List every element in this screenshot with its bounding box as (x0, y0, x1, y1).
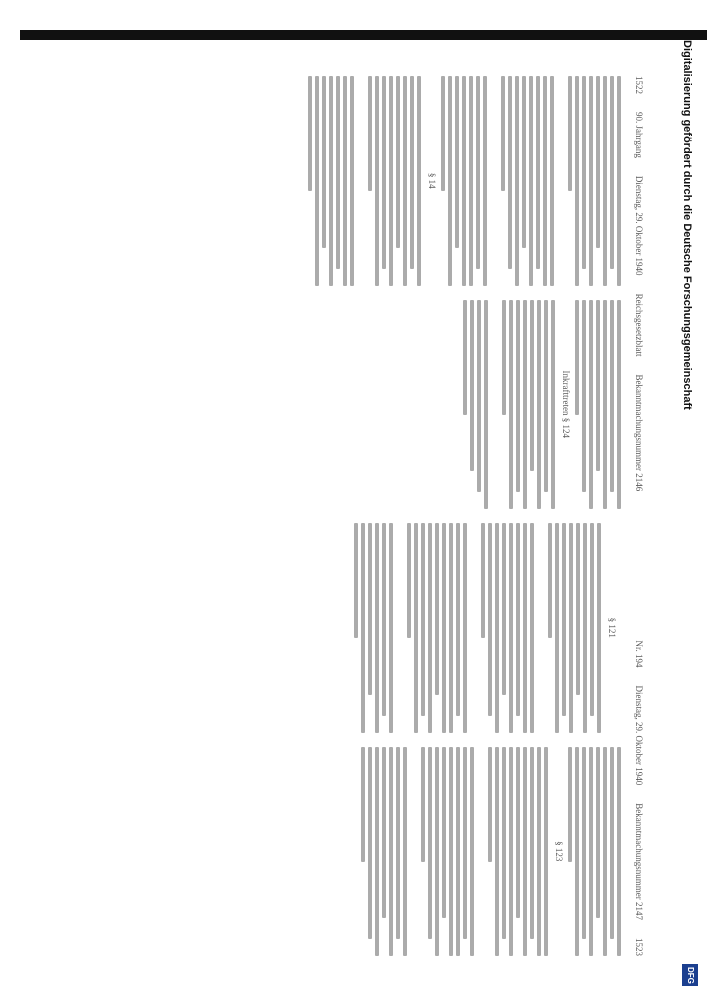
header-announcement-left: Bekanntmachungsnummer 2146 (634, 374, 644, 492)
page-number-right: 1523 (634, 938, 644, 956)
page-number-left: 1522 (634, 76, 644, 94)
header-date-right: Dienstag, 29. Oktober 1940 (634, 685, 644, 786)
text-block (568, 747, 621, 957)
text-columns (45, 76, 621, 956)
text-block (361, 747, 548, 957)
text-block (354, 523, 601, 733)
section-heading: Inkrafttreten § 124 (561, 370, 571, 438)
header-col1: 90. Jahrgang (634, 112, 644, 158)
dfg-funding-note: Digitalisierung gefördert durch die Deutsche Forschungsgemeinschaft (681, 40, 693, 410)
header-center-number: Nr. 194 (634, 640, 644, 668)
dfg-logo: DFG (682, 964, 698, 986)
dfg-sidebar (681, 40, 700, 990)
text-block (463, 300, 555, 510)
text-block (441, 76, 621, 286)
text-column-4 (45, 747, 621, 957)
section-heading: § 123 (554, 841, 564, 862)
text-block (308, 76, 421, 286)
top-black-bar (20, 30, 707, 40)
rotated-spread (37, 66, 657, 966)
header-title-left: Reichsgesetzblatt (634, 293, 644, 357)
top-border (0, 0, 707, 40)
text-block (575, 300, 621, 510)
header-announcement-right: Bekanntmachungsnummer 2147 (634, 803, 644, 920)
text-column-3 (45, 523, 621, 733)
section-heading: § 121 (607, 617, 617, 638)
text-column-1 (45, 76, 621, 286)
text-column-2 (45, 300, 621, 510)
scanned-page (20, 40, 674, 992)
running-header (629, 76, 649, 956)
section-heading: § 14 (427, 172, 437, 189)
header-date-left: Dienstag, 29. Oktober 1940 (634, 175, 644, 276)
